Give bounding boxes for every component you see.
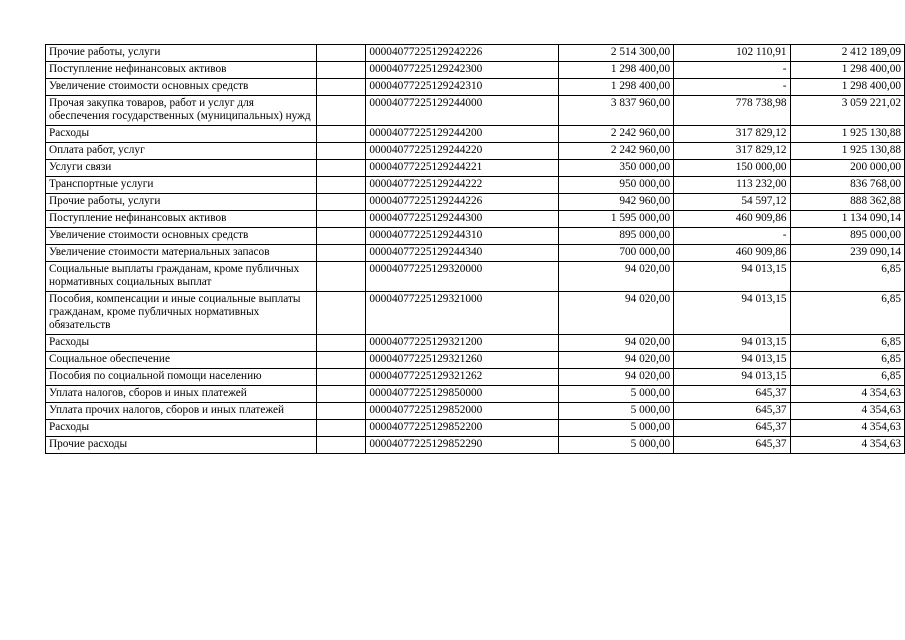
budget-code-cell: 00004077225129244221: [366, 160, 558, 177]
approved-amount-cell: 895 000,00: [558, 228, 673, 245]
executed-amount-cell: 317 829,12: [674, 126, 790, 143]
empty-cell: [317, 369, 366, 386]
empty-cell: [317, 386, 366, 403]
budget-code-cell: 00004077225129242226: [366, 45, 558, 62]
empty-cell: [317, 177, 366, 194]
empty-cell: [317, 194, 366, 211]
budget-code-cell: 00004077225129852000: [366, 403, 558, 420]
table-row: [46, 177, 905, 194]
expense-name-cell: Расходы: [46, 420, 317, 437]
approved-amount-cell: 1 298 400,00: [558, 62, 673, 79]
budget-code-cell: 00004077225129850000: [366, 386, 558, 403]
remaining-amount-cell: 6,85: [790, 352, 904, 369]
expense-name-cell: Пособия, компенсации и иные социальные выплаты гражданам, кроме публичных нормативных обязательств: [46, 292, 317, 335]
table-row: [46, 245, 905, 262]
table-row: [46, 403, 905, 420]
remaining-amount-cell: 6,85: [790, 262, 904, 292]
executed-amount-cell: 94 013,15: [674, 369, 790, 386]
approved-amount-cell: 5 000,00: [558, 386, 673, 403]
approved-amount-cell: 5 000,00: [558, 437, 673, 454]
expense-name-cell: Услуги связи: [46, 160, 317, 177]
table-row: [46, 211, 905, 228]
budget-code-cell: 00004077225129244222: [366, 177, 558, 194]
executed-amount-cell: 113 232,00: [674, 177, 790, 194]
empty-cell: [317, 62, 366, 79]
approved-amount-cell: 1 595 000,00: [558, 211, 673, 228]
expense-name-cell: Увеличение стоимости основных средств: [46, 228, 317, 245]
executed-amount-cell: 94 013,15: [674, 262, 790, 292]
executed-amount-cell: -: [674, 228, 790, 245]
executed-amount-cell: 94 013,15: [674, 335, 790, 352]
approved-amount-cell: 94 020,00: [558, 262, 673, 292]
budget-code-cell: 00004077225129244300: [366, 211, 558, 228]
expense-name-cell: Расходы: [46, 126, 317, 143]
expense-name-cell: Уплата налогов, сборов и иных платежей: [46, 386, 317, 403]
approved-amount-cell: 5 000,00: [558, 403, 673, 420]
expense-name-cell: Прочие работы, услуги: [46, 194, 317, 211]
budget-code-cell: 00004077225129852290: [366, 437, 558, 454]
empty-cell: [317, 126, 366, 143]
executed-amount-cell: 94 013,15: [674, 292, 790, 335]
approved-amount-cell: 350 000,00: [558, 160, 673, 177]
approved-amount-cell: 94 020,00: [558, 292, 673, 335]
expense-name-cell: Социальные выплаты гражданам, кроме публичных нормативных социальных выплат: [46, 262, 317, 292]
executed-amount-cell: 778 738,98: [674, 96, 790, 126]
approved-amount-cell: 942 960,00: [558, 194, 673, 211]
expense-name-cell: Прочая закупка товаров, работ и услуг для обеспечения государственных (муниципальных) нужд: [46, 96, 317, 126]
approved-amount-cell: 2 242 960,00: [558, 126, 673, 143]
table-row: [46, 96, 905, 126]
table-row: [46, 292, 905, 335]
executed-amount-cell: 645,37: [674, 403, 790, 420]
budget-code-cell: 00004077225129244340: [366, 245, 558, 262]
budget-code-cell: 00004077225129244220: [366, 143, 558, 160]
executed-amount-cell: 645,37: [674, 420, 790, 437]
remaining-amount-cell: 4 354,63: [790, 403, 904, 420]
budget-code-cell: 00004077225129321262: [366, 369, 558, 386]
remaining-amount-cell: 4 354,63: [790, 420, 904, 437]
budget-execution-table: [45, 44, 905, 454]
table-row: [46, 437, 905, 454]
remaining-amount-cell: 4 354,63: [790, 386, 904, 403]
remaining-amount-cell: 6,85: [790, 292, 904, 335]
budget-code-cell: 00004077225129321000: [366, 292, 558, 335]
budget-code-cell: 00004077225129852200: [366, 420, 558, 437]
table-row: [46, 335, 905, 352]
approved-amount-cell: 5 000,00: [558, 420, 673, 437]
approved-amount-cell: 2 514 300,00: [558, 45, 673, 62]
expense-name-cell: Транспортные услуги: [46, 177, 317, 194]
budget-code-cell: 00004077225129244000: [366, 96, 558, 126]
empty-cell: [317, 143, 366, 160]
executed-amount-cell: -: [674, 79, 790, 96]
executed-amount-cell: 460 909,86: [674, 211, 790, 228]
table-row: [46, 194, 905, 211]
approved-amount-cell: 950 000,00: [558, 177, 673, 194]
budget-code-cell: 00004077225129321200: [366, 335, 558, 352]
empty-cell: [317, 437, 366, 454]
remaining-amount-cell: 6,85: [790, 335, 904, 352]
remaining-amount-cell: 836 768,00: [790, 177, 904, 194]
approved-amount-cell: 3 837 960,00: [558, 96, 673, 126]
remaining-amount-cell: 1 925 130,88: [790, 143, 904, 160]
expense-name-cell: Прочие расходы: [46, 437, 317, 454]
expense-name-cell: Увеличение стоимости основных средств: [46, 79, 317, 96]
executed-amount-cell: 94 013,15: [674, 352, 790, 369]
executed-amount-cell: 150 000,00: [674, 160, 790, 177]
table-row: [46, 228, 905, 245]
budget-code-cell: 00004077225129244200: [366, 126, 558, 143]
table-row: [46, 143, 905, 160]
remaining-amount-cell: 1 298 400,00: [790, 62, 904, 79]
expense-name-cell: Социальное обеспечение: [46, 352, 317, 369]
budget-code-cell: 00004077225129242300: [366, 62, 558, 79]
executed-amount-cell: 54 597,12: [674, 194, 790, 211]
executed-amount-cell: 645,37: [674, 386, 790, 403]
table-row: [46, 420, 905, 437]
remaining-amount-cell: 3 059 221,02: [790, 96, 904, 126]
table-row: [46, 45, 905, 62]
approved-amount-cell: 94 020,00: [558, 335, 673, 352]
expense-name-cell: Поступление нефинансовых активов: [46, 62, 317, 79]
empty-cell: [317, 292, 366, 335]
expense-name-cell: Уплата прочих налогов, сборов и иных платежей: [46, 403, 317, 420]
budget-code-cell: 00004077225129321260: [366, 352, 558, 369]
remaining-amount-cell: 1 925 130,88: [790, 126, 904, 143]
approved-amount-cell: 2 242 960,00: [558, 143, 673, 160]
remaining-amount-cell: 1 298 400,00: [790, 79, 904, 96]
expense-name-cell: Оплата работ, услуг: [46, 143, 317, 160]
executed-amount-cell: 317 829,12: [674, 143, 790, 160]
remaining-amount-cell: 2 412 189,09: [790, 45, 904, 62]
budget-code-cell: 00004077225129320000: [366, 262, 558, 292]
table-row: [46, 62, 905, 79]
expense-name-cell: Увеличение стоимости материальных запасов: [46, 245, 317, 262]
empty-cell: [317, 160, 366, 177]
executed-amount-cell: 102 110,91: [674, 45, 790, 62]
table-row: [46, 126, 905, 143]
executed-amount-cell: -: [674, 62, 790, 79]
table-row: [46, 369, 905, 386]
empty-cell: [317, 403, 366, 420]
expense-name-cell: Поступление нефинансовых активов: [46, 211, 317, 228]
approved-amount-cell: 94 020,00: [558, 369, 673, 386]
empty-cell: [317, 45, 366, 62]
approved-amount-cell: 1 298 400,00: [558, 79, 673, 96]
approved-amount-cell: 94 020,00: [558, 352, 673, 369]
expense-name-cell: Пособия по социальной помощи населению: [46, 369, 317, 386]
expense-name-cell: Расходы: [46, 335, 317, 352]
empty-cell: [317, 352, 366, 369]
remaining-amount-cell: 200 000,00: [790, 160, 904, 177]
table-body: [46, 45, 905, 454]
table-row: [46, 262, 905, 292]
remaining-amount-cell: 6,85: [790, 369, 904, 386]
table-row: [46, 386, 905, 403]
empty-cell: [317, 96, 366, 126]
remaining-amount-cell: 1 134 090,14: [790, 211, 904, 228]
executed-amount-cell: 645,37: [674, 437, 790, 454]
table-row: [46, 79, 905, 96]
empty-cell: [317, 420, 366, 437]
table-row: [46, 352, 905, 369]
executed-amount-cell: 460 909,86: [674, 245, 790, 262]
remaining-amount-cell: 888 362,88: [790, 194, 904, 211]
empty-cell: [317, 262, 366, 292]
empty-cell: [317, 228, 366, 245]
remaining-amount-cell: 895 000,00: [790, 228, 904, 245]
remaining-amount-cell: 4 354,63: [790, 437, 904, 454]
remaining-amount-cell: 239 090,14: [790, 245, 904, 262]
table-row: [46, 160, 905, 177]
expense-name-cell: Прочие работы, услуги: [46, 45, 317, 62]
budget-code-cell: 00004077225129242310: [366, 79, 558, 96]
empty-cell: [317, 211, 366, 228]
empty-cell: [317, 79, 366, 96]
empty-cell: [317, 335, 366, 352]
approved-amount-cell: 700 000,00: [558, 245, 673, 262]
budget-code-cell: 00004077225129244310: [366, 228, 558, 245]
empty-cell: [317, 245, 366, 262]
budget-code-cell: 00004077225129244226: [366, 194, 558, 211]
